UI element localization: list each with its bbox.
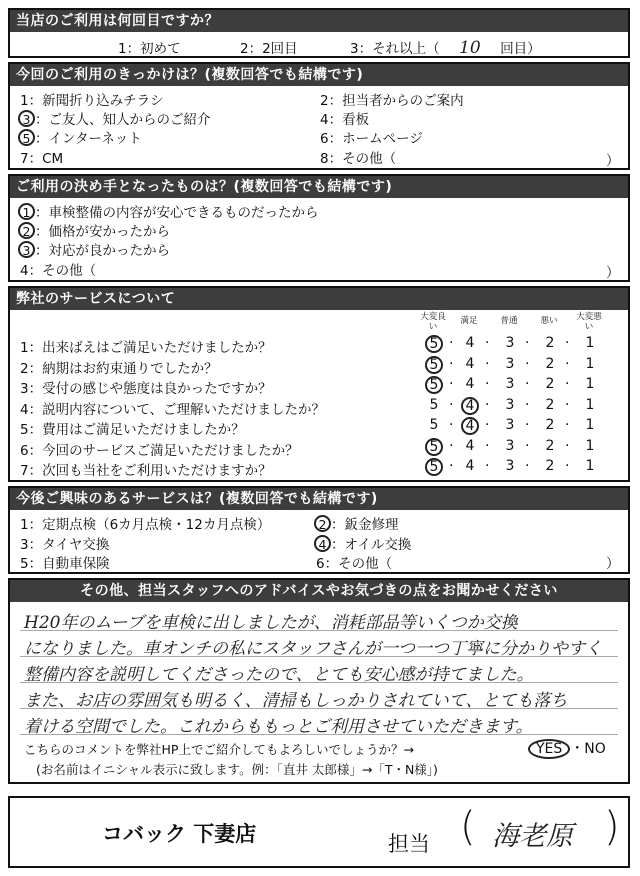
rating-option[interactable]: 4 [465,437,475,454]
rating-question-2: 2：納期はお約束通りでしたか？ [20,360,218,377]
rating-dot: · [485,355,490,372]
staff-open-paren: ( [460,804,476,850]
rating-option[interactable]: 4 [465,355,475,372]
comment-line-3[interactable]: 整備内容を説明してくださったので、とても安心感が持てました。 [24,665,534,685]
rating-dot: · [525,458,530,474]
comment-line-5[interactable]: 着ける空間でした。これからももっとご利用させていただきます。 [24,717,533,737]
interest-opt-4[interactable]: 4 ：オイル交換 [314,533,411,553]
rating-option[interactable]: 3 [505,396,515,413]
rating-option[interactable]: 3 [505,335,515,351]
header-normal: 普通 [500,316,518,326]
rating-dot: · [565,437,570,454]
rating-dot: · [485,458,490,474]
interest-other-close: ） [606,556,620,572]
rating-option[interactable]: 2 [545,355,555,372]
trigger-opt-1[interactable]: 1：新聞折り込みチラシ [20,93,164,109]
rating-selected[interactable]: 5 [425,458,443,476]
selected-circle: 5 [18,129,35,146]
rating-option[interactable]: 1 [585,376,595,392]
visit-count-section [8,8,630,58]
rating-option[interactable]: 2 [545,376,555,392]
rating-option[interactable]: 3 [505,355,515,372]
shop-name: コバック 下妻店 [102,822,257,846]
rating-option[interactable]: 2 [545,458,555,474]
rating-option[interactable]: 4 [465,335,475,351]
rating-option[interactable]: 4 [465,376,475,392]
rating-question-3: 3：受付の感じや態度は良かったですか？ [20,381,272,397]
rating-option[interactable]: 1 [585,458,595,474]
rating-selected[interactable]: 5 [425,438,443,456]
decision-opt-4[interactable]: 4：その他（ [20,263,97,279]
rating-option[interactable]: 2 [545,437,555,454]
consent-yes[interactable]: YES [528,739,570,759]
selected-circle: 3 [18,241,35,258]
staff-close-paren: ) [604,804,620,850]
rating-question-6: 6：今回のサービスご満足いただけましたか？ [20,442,299,459]
trigger-section [8,62,630,170]
rating-dot: · [449,458,454,474]
rating-option[interactable]: 2 [545,417,555,433]
interest-opt-3[interactable]: 3：タイヤ交換 [20,537,110,553]
trigger-opt-5[interactable]: 5 ：インターネット [18,127,142,147]
header-very-bad: 大変悪い [576,312,602,332]
visit-count-title: 当店のご利用は何回目ですか？ [10,10,628,32]
rating-dot: · [565,417,570,433]
trigger-opt-6[interactable]: 6：ホームページ [320,131,423,147]
trigger-opt-4[interactable]: 4：看板 [320,112,370,128]
visit-count-value[interactable]: 10 [459,38,481,58]
selected-circle: 2 [18,222,35,239]
header-satisfied: 満足 [460,316,478,326]
initials-note: (お名前はイニシャル表示に致します。例：「直井 太郎様」→「T・N様」) [36,762,438,777]
consent-separator: ・ [570,741,585,757]
visit-count-suffix: 回目） [500,41,541,57]
rating-option[interactable]: 3 [505,417,515,433]
rating-question-1: 1：出来ばえはご満足いただけましたか？ [20,340,272,356]
staff-name[interactable]: 海老原 [492,821,573,852]
selected-circle: 3 [18,110,35,127]
selected-circle: 1 [18,203,35,220]
comment-line-1[interactable]: H20年のムーブを車検に出しましたが、消耗部品等いくつか交換 [24,613,518,633]
decision-opt-3[interactable]: 3 ：対応が良かったから [18,239,170,259]
interest-opt-2[interactable]: 2 ：鈑金修理 [314,513,399,533]
rating-dot: · [525,437,530,454]
rating-selected[interactable]: 5 [425,376,443,394]
service-rating-title: 弊社のサービスについて [10,288,628,310]
trigger-opt-2[interactable]: 2：担当者からのご案内 [320,93,464,109]
interest-opt-6[interactable]: 6：その他（ [316,556,393,572]
trigger-opt-7[interactable]: 7：CM [20,151,64,167]
rating-option[interactable]: 1 [585,396,595,413]
rating-dot: · [565,458,570,474]
rating-dot: · [449,437,454,454]
consent-no[interactable]: NO [584,741,606,757]
selected-circle: 4 [314,535,331,552]
rating-question-5: 5：費用はご満足いただけましたか？ [20,422,245,438]
selected-circle: 2 [314,515,331,532]
decision-opt-2[interactable]: 2 ：価格が安かったから [18,220,170,240]
rating-question-4: 4：説明内容について、ご理解いただけましたか？ [20,401,326,418]
rating-option[interactable]: 3 [505,376,515,392]
rating-selected[interactable]: 4 [461,397,479,415]
rating-selected[interactable]: 5 [425,335,443,353]
shop-footer [8,796,630,868]
rating-dot: · [449,335,454,351]
interest-title: 今後ご興味のあるサービスは？(複数回答でも結構です) [10,488,628,510]
rating-option[interactable]: 2 [545,396,555,413]
interest-opt-1[interactable]: 1：定期点検（6カ月点検・12カ月点検） [20,517,271,533]
staff-label: 担当 [388,832,430,856]
rating-dot: · [565,396,570,413]
rating-dot: · [485,437,490,454]
rating-dot: · [525,355,530,372]
header-bad: 悪い [540,316,558,326]
rating-dot: · [485,335,490,351]
rating-option[interactable]: 1 [585,417,595,433]
rating-option[interactable]: 5 [429,417,439,433]
rating-option[interactable]: 5 [429,396,439,413]
visit-opt-2[interactable]: 2：2回目 [240,41,298,57]
trigger-other-close: ） [606,153,620,169]
rating-dot: · [449,376,454,392]
rating-dot: · [485,417,490,433]
decision-section [8,174,630,282]
rating-dot: · [525,376,530,392]
rating-option[interactable]: 4 [465,458,475,474]
service-rating-section [8,286,630,482]
interest-opt-5[interactable]: 5：自動車保険 [20,556,110,572]
header-very-good: 大変良い [420,312,446,332]
rating-dot: · [449,355,454,372]
decision-title: ご利用の決め手となったものは？(複数回答でも結構です) [10,176,628,198]
comment-line-4[interactable]: また、お店の雰囲気も明るく、清掃もしっかりされていて、とても落ち [24,691,568,711]
visit-opt-1[interactable]: 1：初めて [118,41,181,57]
rating-dot: · [485,396,490,413]
rating-dot: · [565,376,570,392]
rating-dot: · [565,335,570,351]
rating-dot: · [525,396,530,413]
decision-other-close: ） [606,265,620,281]
rating-dot: · [449,417,454,433]
rating-option[interactable]: 3 [505,437,515,454]
rating-dot: · [485,376,490,392]
comment-title: その他、担当スタッフへのアドバイスやお気づきの点をお聞かせください [10,580,628,602]
rating-option[interactable]: 3 [505,458,515,474]
rating-dot: · [525,335,530,351]
trigger-title: 今回のご利用のきっかけは？(複数回答でも結構です) [10,64,628,86]
visit-opt-3[interactable]: 3：それ以上（ [350,41,440,57]
rating-dot: · [565,355,570,372]
publish-consent-question: こちらのコメントを弊社HP上でご紹介してもよろしいでしょうか？→ [24,742,414,757]
comment-line-2[interactable]: になりました。車オンチの私にスタッフさんが一つ一つ丁寧に分かりやすく [24,639,602,659]
rating-option[interactable]: 1 [585,437,595,454]
rating-dot: · [525,417,530,433]
rating-option[interactable]: 1 [585,335,595,351]
comment-section [8,578,630,784]
rating-option[interactable]: 1 [585,355,595,372]
interest-section [8,486,630,574]
rating-dot: · [449,396,454,413]
rating-selected[interactable]: 4 [461,417,479,435]
rating-question-7: 7：次回も当社をご利用いただけますか？ [20,463,272,479]
rating-option[interactable]: 2 [545,335,555,351]
trigger-opt-8[interactable]: 8：その他（ [320,151,397,167]
rating-selected[interactable]: 5 [425,356,443,374]
trigger-opt-3[interactable]: 3 ：ご友人、知人からのご紹介 [18,108,211,128]
decision-opt-1[interactable]: 1 ：車検整備の内容が安心できるものだったから [18,201,319,221]
